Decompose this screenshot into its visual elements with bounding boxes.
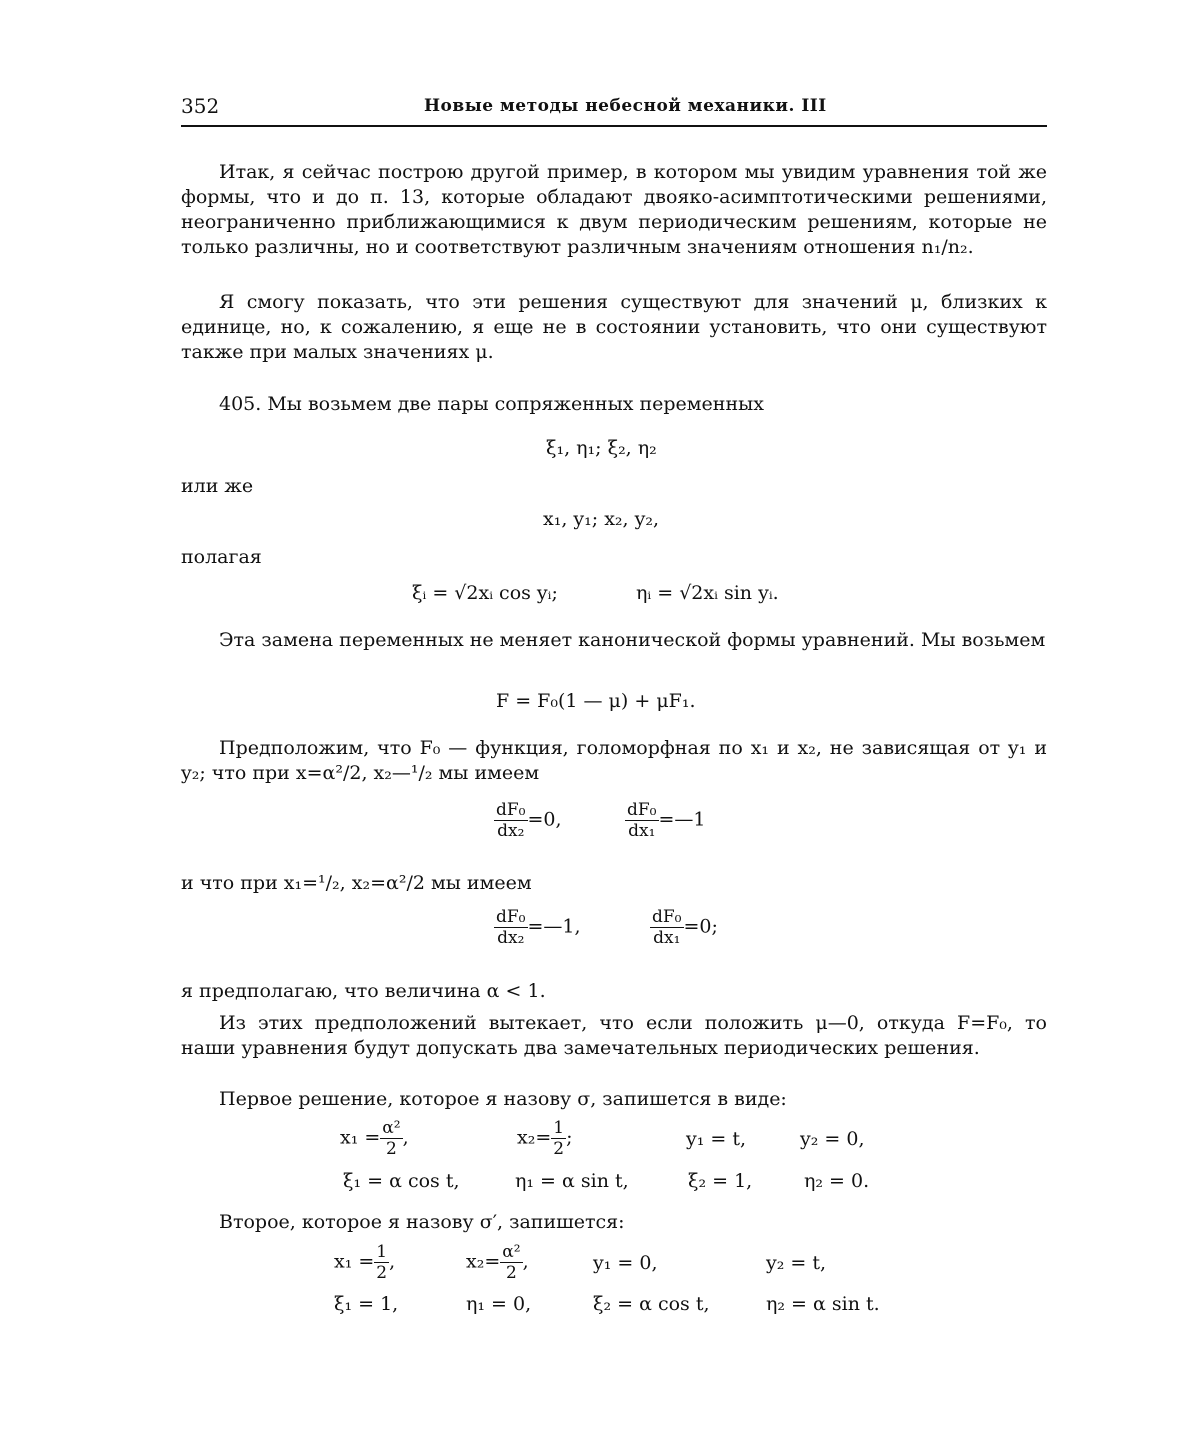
header-rule (181, 125, 1047, 127)
paragraph-suppose-text: Предположим, что F₀ — функция, голоморфная по x₁ и x₂, не зависящая от y₁ и y₂; что при x=α²/2, x₂—¹/₂ мы имеем (181, 737, 1047, 784)
fraction (500, 1242, 522, 1283)
s1-x1-lhs: x₁ = (340, 1126, 381, 1149)
fraction (551, 1118, 566, 1159)
paragraph-second-solution (181, 1210, 1047, 1235)
fraction-numerator: 1 (376, 1242, 388, 1262)
paragraph-405 (181, 392, 1047, 417)
equation-x-y: x₁, y₁; x₂, y₂, (543, 508, 660, 530)
s2-xi2: ξ₂ = α cos t, (593, 1293, 710, 1315)
equation-xi-eta: ξ₁, η₁; ξ₂, η₂ (546, 437, 657, 459)
and-that-text: и что при x₁=¹/₂, x₂=α²/2 мы имеем (181, 872, 532, 894)
alpha-assumption-text: я предполагаю, что величина α < 1. (181, 980, 546, 1002)
fraction (625, 800, 659, 841)
paragraph-change-vars (181, 628, 1047, 653)
s2-x1 (334, 1242, 395, 1283)
paragraph-405-text: 405. Мы возьмем две пары сопряженных переменных (219, 393, 764, 415)
s2-eta2: η₂ = α sin t. (766, 1293, 880, 1315)
s1-xi2: ξ₂ = 1, (688, 1170, 753, 1192)
or-also-text: или же (181, 475, 254, 497)
paragraph-consequence (181, 1011, 1047, 1061)
equation-rhs: =—1 (658, 808, 706, 831)
fraction-numerator: dF₀ (652, 907, 682, 927)
equation-xi-substitution: ξᵢ = √2xᵢ cos yᵢ; (412, 582, 558, 604)
fraction (494, 800, 528, 841)
s1-xi1: ξ₁ = α cos t, (343, 1170, 460, 1192)
paragraph-suppose (181, 736, 1047, 786)
s1-x2 (517, 1118, 573, 1159)
s1-x1-tail: , (402, 1126, 409, 1149)
s2-x2 (466, 1242, 529, 1283)
paragraph-first-solution-text: Первое решение, которое я назову σ, запишется в виде: (219, 1088, 787, 1110)
equation-derivative-2 (625, 800, 706, 841)
s2-y1: y₁ = 0, (593, 1252, 658, 1274)
s1-y1: y₁ = t, (686, 1128, 747, 1150)
fraction (380, 1118, 402, 1159)
equation-derivative-1 (494, 800, 562, 841)
s1-x1 (340, 1118, 409, 1159)
paragraph-change-vars-text: Эта замена переменных не меняет канонической формы уравнений. Мы возьмем (219, 629, 1046, 651)
equation-derivative-4 (650, 907, 718, 948)
s1-eta1: η₁ = α sin t, (515, 1170, 629, 1192)
fraction (494, 907, 528, 948)
equation-derivative-3 (494, 907, 581, 948)
paragraph-second-solution-text: Второе, которое я назову σ′, запишется: (219, 1211, 625, 1233)
fraction-denominator: 2 (376, 1263, 388, 1283)
fraction-numerator: 1 (553, 1118, 565, 1138)
equation-rhs: =—1, (527, 915, 581, 938)
fraction (374, 1242, 389, 1283)
s2-y2: y₂ = t, (766, 1252, 827, 1274)
page-number: 352 (181, 94, 220, 118)
paragraph-1-text: Итак, я сейчас построю другой пример, в котором мы увидим уравнения той же формы, что и до п. 13, которые обладают двояко-асимптотическими решениями, неограниченно приближающимися к двум периодическим решениям, которые не только различны, но и соответствуют различным значениям отношения n₁/n₂. (181, 161, 1047, 258)
setting-text: полагая (181, 546, 262, 568)
s1-x2-lhs: x₂= (517, 1126, 552, 1149)
paragraph-1 (181, 160, 1047, 260)
fraction-denominator: 2 (553, 1139, 565, 1159)
s2-xi1: ξ₁ = 1, (334, 1293, 399, 1315)
fraction-numerator: dF₀ (496, 800, 526, 820)
fraction-numerator: dF₀ (627, 800, 657, 820)
fraction-denominator: dx₂ (497, 928, 525, 948)
fraction-denominator: dx₁ (653, 928, 681, 948)
fraction-denominator: dx₂ (497, 821, 525, 841)
equation-rhs: =0, (527, 808, 562, 831)
s2-eta1: η₁ = 0, (466, 1293, 532, 1315)
s1-x2-tail: ; (566, 1126, 573, 1149)
fraction-numerator: α² (382, 1118, 401, 1138)
s2-x1-tail: , (389, 1250, 396, 1273)
fraction-denominator: 2 (386, 1139, 397, 1159)
running-title: Новые методы небесной механики. III (424, 96, 827, 116)
s1-eta2: η₂ = 0. (804, 1170, 870, 1192)
equation-rhs: =0; (683, 915, 718, 938)
fraction-numerator: α² (502, 1242, 521, 1262)
paragraph-2-text: Я смогу показать, что эти решения существуют для значений μ, близких к единице, но, к сожалению, я еще не в состоянии установить, что они существуют также при малых значениях μ. (181, 291, 1047, 363)
fraction-denominator: dx₁ (628, 821, 656, 841)
s2-x2-lhs: x₂= (466, 1250, 501, 1273)
paragraph-first-solution (181, 1087, 1047, 1112)
fraction (650, 907, 684, 948)
paragraph-2 (181, 290, 1047, 365)
equation-F: F = F₀(1 — μ) + μF₁. (496, 690, 696, 712)
fraction-denominator: 2 (506, 1263, 517, 1283)
equation-eta-substitution: ηᵢ = √2xᵢ sin yᵢ. (636, 582, 779, 604)
paragraph-consequence-text: Из этих предположений вытекает, что если положить μ—0, откуда F=F₀, то наши уравнения будут допускать два замечательных периодических решения. (181, 1012, 1047, 1059)
fraction-numerator: dF₀ (496, 907, 526, 927)
s2-x1-lhs: x₁ = (334, 1250, 375, 1273)
s1-y2: y₂ = 0, (800, 1128, 865, 1150)
s2-x2-tail: , (522, 1250, 529, 1273)
